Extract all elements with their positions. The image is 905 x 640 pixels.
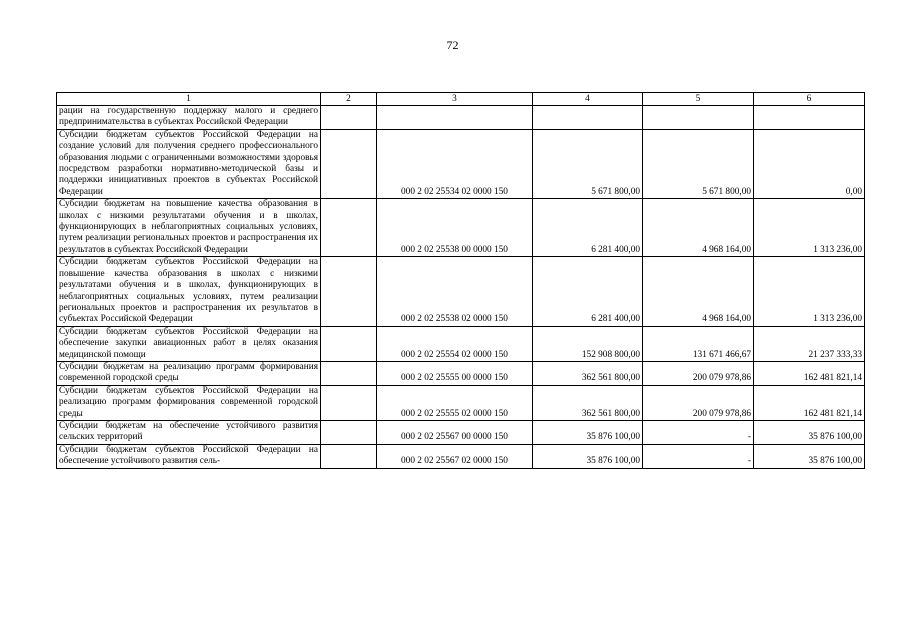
row-value5-cell: - [643, 420, 754, 444]
row-value6-cell: 35 876 100,00 [754, 444, 865, 468]
table-row [57, 385, 865, 420]
row-value5-cell: 200 079 978,86 [643, 385, 754, 420]
row-value6-cell: 1 313 236,00 [754, 199, 865, 257]
row-col2-cell [321, 385, 377, 420]
column-header-2: 2 [321, 93, 377, 106]
page-number: 72 [446, 38, 459, 52]
row-code-cell: 000 2 02 25538 00 0000 150 [377, 199, 533, 257]
column-header-3: 3 [377, 93, 533, 106]
row-value5-cell: 131 671 466,67 [643, 326, 754, 361]
table-row [57, 129, 865, 198]
column-header-5: 5 [643, 93, 754, 106]
column-header-4: 4 [533, 93, 643, 106]
row-value4-cell: 35 876 100,00 [533, 444, 643, 468]
row-value6-cell [754, 106, 865, 130]
row-col2-cell [321, 199, 377, 257]
row-name-cell: Субсидии бюджетам субъектов Российской Федерации на обеспечение закупки авиационных работ в целях оказания медицинской помощи [57, 326, 321, 361]
column-header-1: 1 [57, 93, 321, 106]
column-header-6: 6 [754, 93, 865, 106]
row-value4-cell: 152 908 800,00 [533, 326, 643, 361]
row-name-cell: рации на государственную поддержку малого и среднего предпринимательства в субъектах Российской Федерации [57, 106, 321, 130]
row-col2-cell [321, 361, 377, 385]
row-code-cell: 000 2 02 25567 02 0000 150 [377, 444, 533, 468]
row-value5-cell: - [643, 444, 754, 468]
row-value5-cell: 5 671 800,00 [643, 129, 754, 198]
row-value5-cell: 4 968 164,00 [643, 257, 754, 326]
row-value6-cell: 162 481 821,14 [754, 385, 865, 420]
budget-revenue-table [56, 92, 865, 469]
row-name-cell: Субсидии бюджетам на обеспечение устойчивого развития сельских территорий [57, 420, 321, 444]
table-row [57, 106, 865, 130]
table-row [57, 444, 865, 468]
row-name-cell: Субсидии бюджетам субъектов Российской Федерации на обеспечение устойчивого развития сель- [57, 444, 321, 468]
row-value6-cell: 1 313 236,00 [754, 257, 865, 326]
row-code-cell: 000 2 02 25554 02 0000 150 [377, 326, 533, 361]
row-value4-cell: 362 561 800,00 [533, 361, 643, 385]
row-code-cell: 000 2 02 25538 02 0000 150 [377, 257, 533, 326]
row-value6-cell: 21 237 333,33 [754, 326, 865, 361]
row-name-cell: Субсидии бюджетам субъектов Российской Федерации на создание условий для получения среднего профессионального образования людьми с ограниченными возможностями здоровья посредством разработки нормативно-методической базы и поддержки инициативных проектов в субъектах Российской Федерации [57, 129, 321, 198]
row-name-cell: Субсидии бюджетам на реализацию программ формирования современной городской среды [57, 361, 321, 385]
row-value6-cell: 162 481 821,14 [754, 361, 865, 385]
table-row [57, 257, 865, 326]
table-row [57, 361, 865, 385]
row-col2-cell [321, 129, 377, 198]
row-value6-cell: 0,00 [754, 129, 865, 198]
row-col2-cell [321, 444, 377, 468]
row-value5-cell: 200 079 978,86 [643, 361, 754, 385]
row-value6-cell: 35 876 100,00 [754, 420, 865, 444]
table-row [57, 420, 865, 444]
row-col2-cell [321, 257, 377, 326]
table-header-row [57, 93, 865, 106]
table-row [57, 199, 865, 257]
row-value4-cell: 35 876 100,00 [533, 420, 643, 444]
row-value5-cell: 4 968 164,00 [643, 199, 754, 257]
row-name-cell: Субсидии бюджетам на повышение качества образования в школах с низкими результатами обучения и в школах, функционирующих в неблагоприятных социальных условиях, путем реализации региональных проектов и распространения их результатов в субъектах Российской Федерации [57, 199, 321, 257]
row-value4-cell: 6 281 400,00 [533, 257, 643, 326]
row-value4-cell [533, 106, 643, 130]
row-name-cell: Субсидии бюджетам субъектов Российской Федерации на реализацию программ формирования современной городской среды [57, 385, 321, 420]
row-name-cell: Субсидии бюджетам субъектов Российской Федерации на повышение качества образования в школах с низкими результатами обучения и в школах, функционирующих в неблагоприятных социальных условиях, путем реализации региональных проектов и распространения их результатов в субъектах Российской Федерации [57, 257, 321, 326]
row-value4-cell: 6 281 400,00 [533, 199, 643, 257]
row-value4-cell: 362 561 800,00 [533, 385, 643, 420]
row-code-cell: 000 2 02 25555 02 0000 150 [377, 385, 533, 420]
row-value5-cell [643, 106, 754, 130]
row-col2-cell [321, 420, 377, 444]
row-code-cell: 000 2 02 25555 00 0000 150 [377, 361, 533, 385]
row-col2-cell [321, 326, 377, 361]
row-code-cell: 000 2 02 25534 02 0000 150 [377, 129, 533, 198]
row-code-cell: 000 2 02 25567 00 0000 150 [377, 420, 533, 444]
row-col2-cell [321, 106, 377, 130]
row-code-cell [377, 106, 533, 130]
table-row [57, 326, 865, 361]
row-value4-cell: 5 671 800,00 [533, 129, 643, 198]
